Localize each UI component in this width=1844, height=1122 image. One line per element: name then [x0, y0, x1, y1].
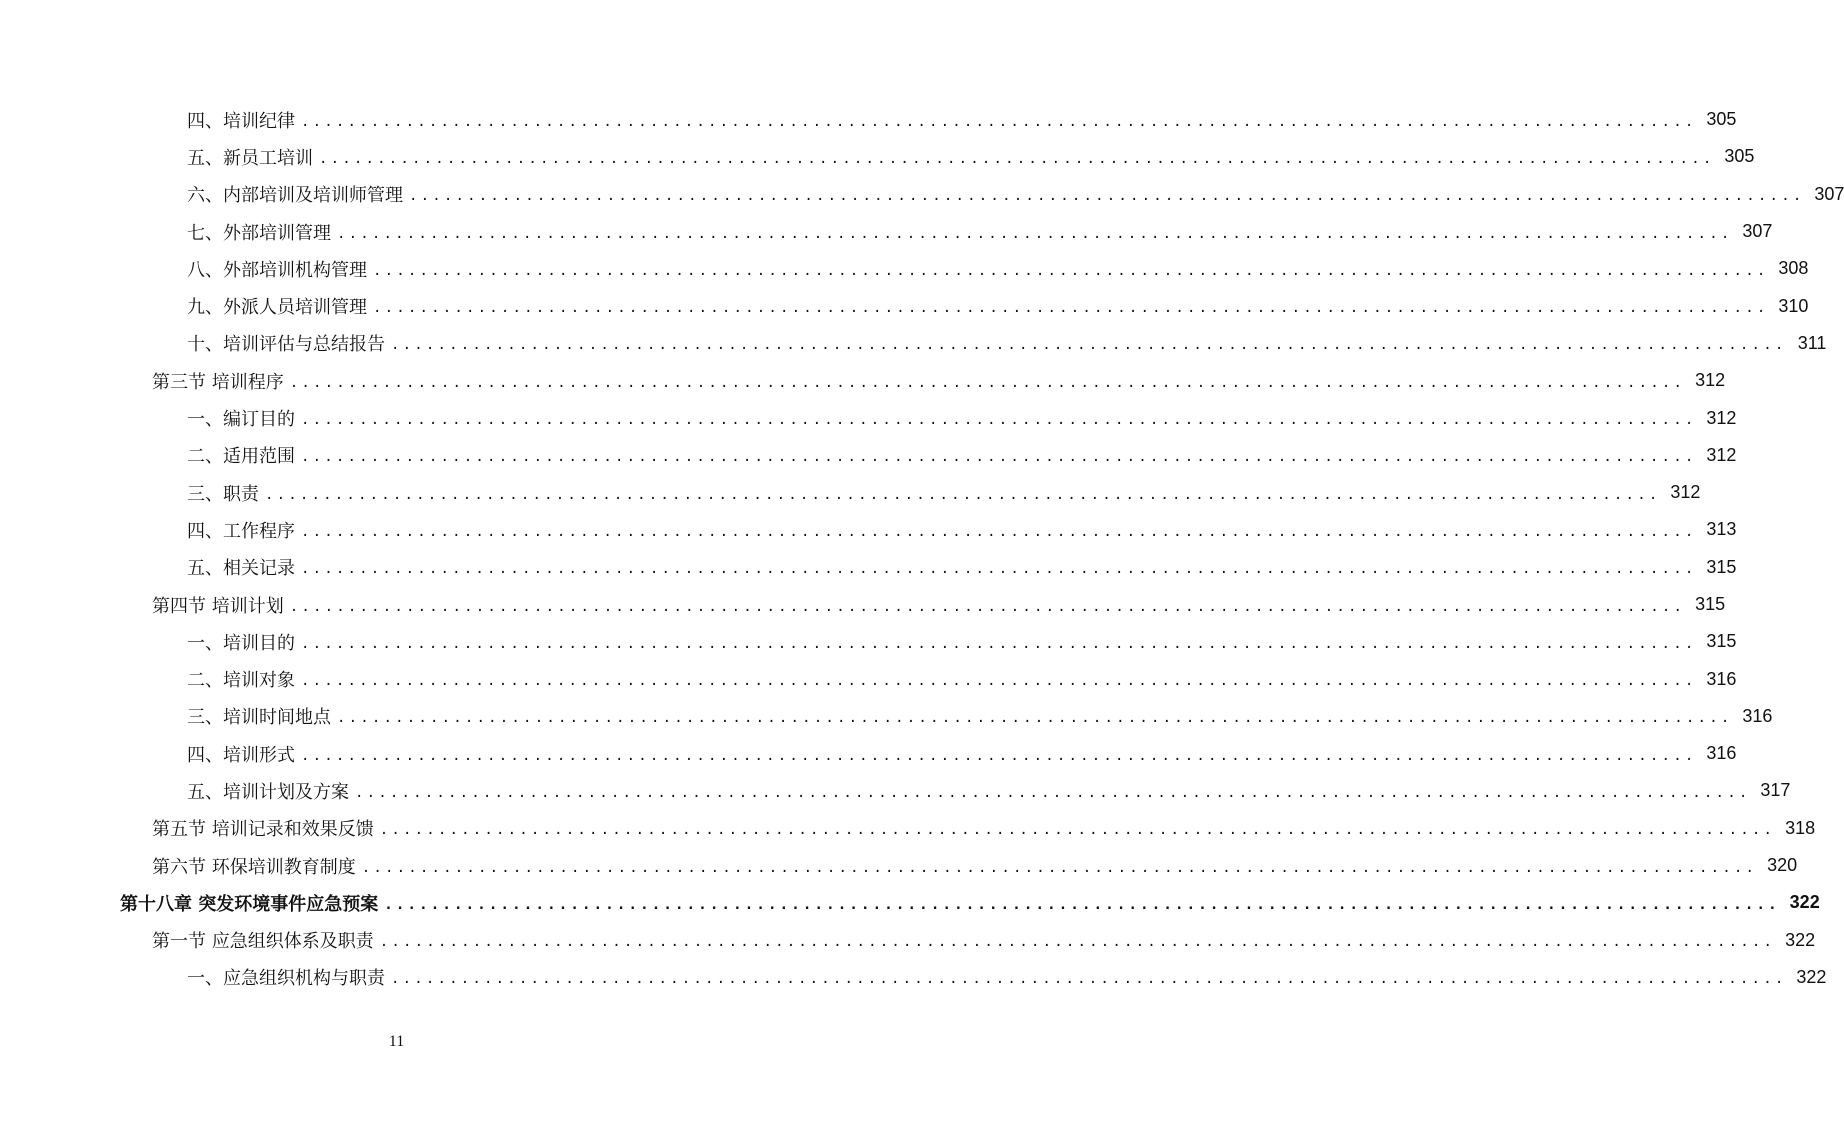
dot-leader: ........................................................................................................................: [301, 449, 1697, 466]
toc-entry-title: 第三节 培训程序: [152, 371, 284, 393]
dot-leader: ........................................................................................................................: [301, 561, 1697, 578]
toc-entry-item[interactable]: [0, 959, 1827, 996]
toc-entry-section[interactable]: [0, 810, 1816, 847]
dot-leader: ........................................................................................................................: [373, 262, 1769, 279]
toc-entry-page: 322: [1796, 966, 1827, 987]
toc-entry-title: 第一节 应急组织体系及职责: [152, 931, 374, 953]
dot-leader: ........................................................................................................................: [289, 374, 1686, 391]
toc-entry-item[interactable]: [0, 549, 1737, 586]
toc-entry-title: 一、培训目的: [187, 632, 295, 654]
toc-entry-title: 八、外部培训机构管理: [187, 259, 367, 281]
toc-entry-title: 第十八章 突发环境事件应急预案: [120, 893, 379, 915]
toc-entry-chapter[interactable]: [0, 884, 1820, 921]
dot-leader: ........................................................................................................................: [361, 859, 1758, 876]
dot-leader: ........................................................................................................................: [379, 934, 1776, 951]
dot-leader: ........................................................................................................................: [301, 113, 1697, 130]
toc-entry-page: 312: [1670, 482, 1701, 503]
toc-entry-page: 315: [1706, 556, 1737, 577]
dot-leader: ........................................................................................................................: [301, 673, 1697, 690]
toc-entry-page: 305: [1706, 109, 1737, 130]
toc-entry-item[interactable]: [0, 660, 1737, 697]
toc-entry-item[interactable]: [0, 325, 1827, 362]
toc-entry-page: 315: [1706, 631, 1737, 652]
dot-leader: ........................................................................................................................: [391, 971, 1787, 988]
toc-entry-title: 九、外派人员培训管理: [187, 297, 367, 319]
toc-entry-title: 七、外部培训管理: [187, 222, 331, 244]
toc-entry-title: 十、培训评估与总结报告: [187, 334, 385, 356]
toc-entry-item[interactable]: [0, 399, 1737, 436]
toc-entry-title: 四、工作程序: [187, 520, 295, 542]
toc-entry-page: 312: [1706, 444, 1737, 465]
toc-entry-title: 四、培训形式: [187, 744, 295, 766]
page-number: 11: [388, 1033, 405, 1050]
toc-entry-title: 二、适用范围: [187, 446, 295, 468]
toc-entry-title: 五、新员工培训: [187, 147, 313, 169]
toc-entry-page: 313: [1706, 519, 1737, 540]
toc-entry-page: 315: [1695, 594, 1726, 614]
dot-leader: ........................................................................................................................: [301, 412, 1697, 429]
toc-entry-title: 一、应急组织机构与职责: [187, 968, 385, 990]
toc-entry-title: 五、培训计划及方案: [187, 781, 349, 803]
toc-entry-title: 六、内部培训及培训师管理: [187, 185, 403, 207]
dot-leader: ........................................................................................................................: [301, 747, 1697, 764]
toc-entry-page: 317: [1760, 780, 1791, 801]
dot-leader: ........................................................................................................................: [301, 635, 1697, 652]
toc-entry-page: 305: [1724, 146, 1755, 167]
dot-leader: ........................................................................................................................: [373, 300, 1769, 317]
dot-leader: ........................................................................................................................: [319, 150, 1715, 167]
toc-entry-item[interactable]: [0, 735, 1737, 772]
toc-entry-item[interactable]: [0, 176, 1844, 213]
dot-leader: ........................................................................................................................: [301, 523, 1697, 540]
toc-entry-title: 一、编订目的: [187, 409, 295, 431]
toc-entry-item[interactable]: [0, 250, 1809, 287]
toc-entry-item[interactable]: [0, 101, 1737, 138]
toc-entry-section[interactable]: [0, 586, 1726, 623]
toc-entry-item[interactable]: [0, 698, 1773, 735]
toc-entry-item[interactable]: [0, 772, 1791, 809]
table-of-contents: [0, 101, 1844, 996]
toc-entry-section[interactable]: [0, 847, 1798, 884]
toc-entry-title: 第六节 环保培训教育制度: [152, 856, 356, 878]
toc-entry-page: 322: [1785, 929, 1816, 950]
toc-entry-title: 第四节 培训计划: [152, 595, 284, 617]
toc-entry-title: 四、培训纪律: [187, 110, 295, 132]
toc-entry-page: 311: [1797, 332, 1827, 353]
toc-entry-page: 316: [1706, 743, 1737, 764]
toc-entry-item[interactable]: [0, 623, 1737, 660]
toc-entry-item[interactable]: [0, 437, 1737, 474]
dot-leader: ........................................................................................................................: [265, 486, 1661, 503]
dot-leader: ........................................................................................................................: [391, 337, 1787, 354]
toc-entry-page: 312: [1695, 370, 1726, 391]
toc-entry-page: 322: [1789, 892, 1820, 913]
toc-entry-page: 318: [1785, 817, 1816, 838]
toc-entry-page: 316: [1706, 668, 1737, 689]
toc-entry-title: 第五节 培训记录和效果反馈: [152, 819, 374, 841]
toc-entry-title: 三、培训时间地点: [187, 707, 331, 729]
toc-entry-item[interactable]: [0, 213, 1773, 250]
dot-leader: ........................................................................................................................: [379, 822, 1776, 839]
dot-leader: ........................................................................................................................: [355, 784, 1751, 801]
dot-leader: ........................................................................................................................: [337, 710, 1733, 727]
toc-entry-page: 310: [1778, 295, 1809, 316]
toc-entry-page: 312: [1706, 407, 1737, 428]
toc-entry-item[interactable]: [0, 138, 1755, 175]
toc-entry-item[interactable]: [0, 511, 1737, 548]
dot-leader: ........................................................................................................................: [289, 598, 1686, 615]
toc-entry-section[interactable]: [0, 922, 1816, 959]
toc-entry-page: 320: [1767, 855, 1798, 876]
toc-entry-title: 五、相关记录: [187, 558, 295, 580]
dot-leader: ........................................................................................................................: [409, 188, 1805, 205]
toc-entry-title: 二、培训对象: [187, 670, 295, 692]
toc-entry-section[interactable]: [0, 362, 1726, 399]
toc-entry-page: 308: [1778, 258, 1809, 279]
toc-entry-page: 316: [1742, 705, 1773, 726]
toc-entry-page: 307: [1814, 183, 1844, 204]
toc-entry-item[interactable]: [0, 474, 1701, 511]
toc-entry-page: 307: [1742, 221, 1773, 242]
dot-leader: ........................................................................................................................: [337, 225, 1733, 242]
toc-entry-title: 三、职责: [187, 483, 259, 505]
toc-entry-item[interactable]: [0, 287, 1809, 324]
dot-leader: ........................................................................................................................: [384, 896, 1780, 913]
